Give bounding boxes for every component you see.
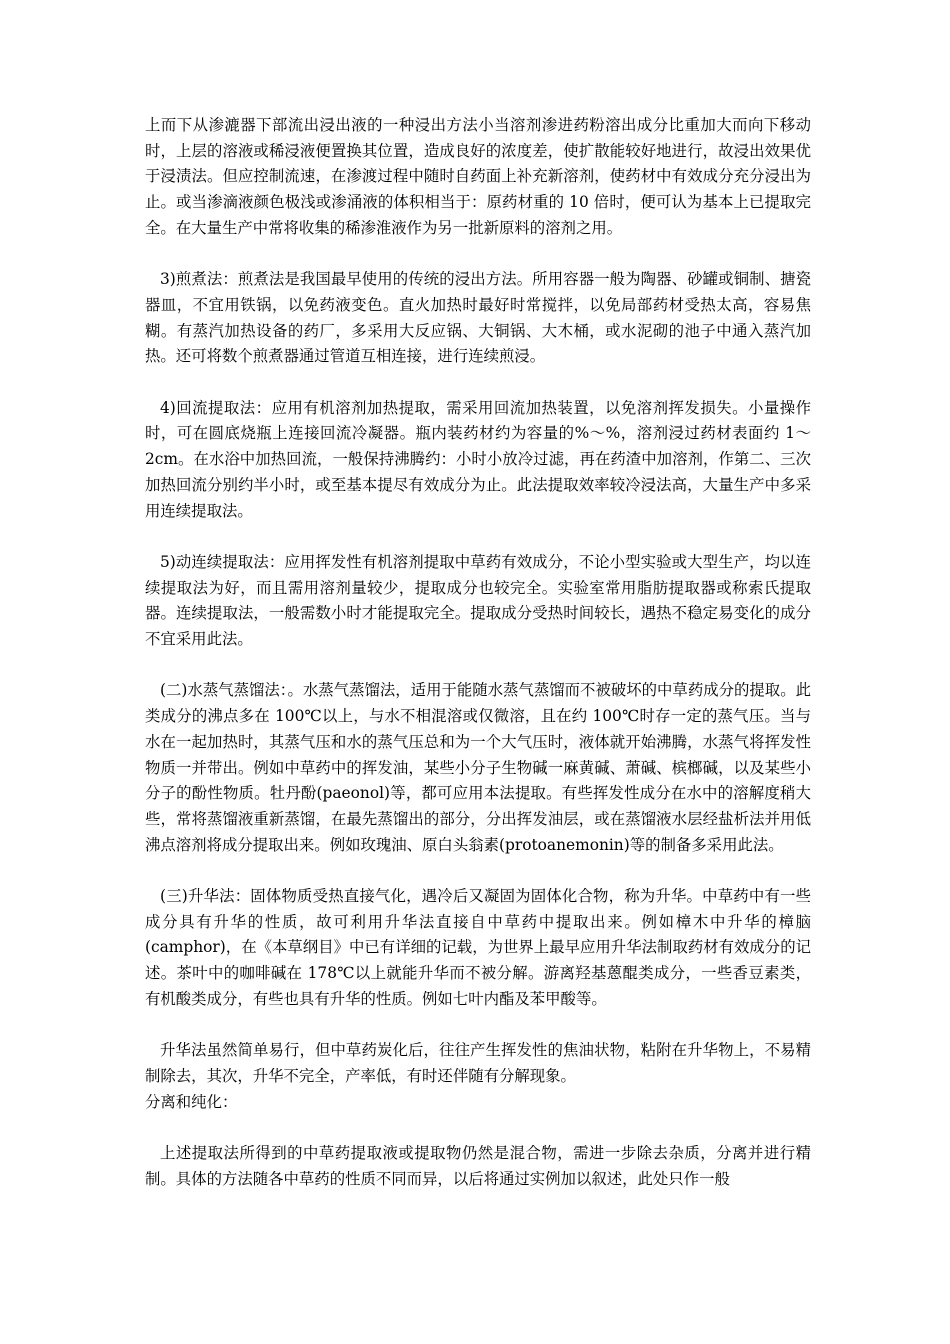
paragraph-sublimation: (三)升华法：固体物质受热直接气化，遇冷后又凝固为固体化合物，称为升华。中草药中有一些成分具有升华的性质，故可利用升华法直接自中草药中提取出来。例如樟木中升华的樟脑(camphor)，在《本草纲目》中已有详细的记载，为世界上最早应用升华法制取药材有效成分的记述。茶叶中的咖啡碱在 178℃以上就能升华而不被分解。游离羟基蒽醌类成分，一些香豆素类，有机酸类成分，有些也具有升华的性质。例如七叶内酯及苯甲酸等。: [145, 887, 811, 1008]
paragraph-steam-distillation: (二)水蒸气蒸馏法：。水蒸气蒸馏法，适用于能随水蒸气蒸馏而不被破坏的中草药成分的提取。此类成分的沸点多在 100℃以上，与水不相混溶或仅微溶，且在约 100℃时存一定的蒸气压。当与水在一起加热时，其蒸气压和水的蒸气压总和为一个大气压时，液体就开始沸腾，水蒸气将挥发性物质一并带出。例如中草药中的挥发油，某些小分子生物碱一麻黄碱、萧碱、槟榔碱，以及某些小分子的酚性物质。牡丹酚(paeonol)等，都可应用本法提取。有些挥发性成分在水中的溶解度稍大些，常将蒸馏液重新蒸馏，在最先蒸馏出的部分，分出挥发油层，或在蒸馏液水层经盐析法并用低沸点溶剂将成分提取出来。例如玫瑰油、原白头翁素(protoanemonin)等的制备多采用此法。: [145, 681, 811, 854]
paragraph-percolation: 上而下从渗漉器下部流出浸出液的一种浸出方法小当溶剂渗进药粉溶出成分比重加大而向下移动时，上层的溶液或稀浸液便置换其位置，造成良好的浓度差，使扩散能较好地进行，故浸出效果优于浸渍法。但应控制流速，在渗渡过程中随时自药面上补充新溶剂，使药材中有效成分充分浸出为止。或当渗滴液颜色极浅或渗涌液的体积相当于：原药材重的 10 倍时，便可认为基本上已提取完全。在大量生产中常将收集的稀渗淮液作为另一批新原料的溶剂之用。: [145, 116, 811, 237]
document-page: [145, 113, 811, 1192]
paragraph-spacer: [145, 1115, 811, 1141]
paragraph-spacer: [145, 858, 811, 884]
paragraph-spacer: [145, 653, 811, 679]
paragraph-decoction: 3)煎煮法：煎煮法是我国最早使用的传统的浸出方法。所用容器一般为陶器、砂罐或铜制、搪瓷器皿，不宜用铁锅，以免药液变色。直火加热时最好时常搅拌，以免局部药材受热太高，容易焦糊。有蒸汽加热设备的药厂，多采用大反应锅、大铜锅、大木桶，或水泥砌的池子中通入蒸汽加热。还可将数个煎煮器通过管道互相连接，进行连续煎浸。: [145, 270, 811, 366]
paragraph-reflux-extraction: 4)回流提取法：应用有机溶剂加热提取，需采用回流加热装置，以免溶剂挥发损失。小量操作时，可在圆底烧瓶上连接回流冷凝器。瓶内装药材约为容量的%～%，溶剂浸过药材表面约 1～2cm。在水浴中加热回流，一般保持沸腾约：小时小放冷过滤，再在药渣中加溶剂，作第二、三次加热回流分别约半小时，或至基本提尽有效成分为止。此法提取效率较冷浸法高，大量生产中多采用连续提取法。: [145, 398, 811, 520]
section-heading-separation: 分离和纯化：: [145, 1092, 238, 1111]
paragraph-sublimation-drawback: 升华法虽然简单易行，但中草药炭化后，往往产生挥发性的焦油状物，粘附在升华物上，不易精制除去，其次，升华不完全，产率低，有时还伴随有分解现象。: [145, 1041, 811, 1085]
paragraph-spacer: [145, 370, 811, 396]
paragraph-separation-purification: 上述提取法所得到的中草药提取液或提取物仍然是混合物，需进一步除去杂质，分离并进行精制。具体的方法随各中草药的性质不同而异，以后将通过实例加以叙述，此处只作一般: [145, 1144, 811, 1188]
paragraph-spacer: [145, 242, 811, 268]
paragraph-continuous-extraction: 5)动连续提取法：应用挥发性有机溶剂提取中草药有效成分，不论小型实验或大型生产，均以连续提取法为好，而且需用溶剂量较少，提取成分也较完全。实验室常用脂肪提取器或称索氏提取器。连续提取法，一般需数小时才能提取完全。提取成分受热时间较长，遇热不稳定易变化的成分不宜采用此法。: [145, 552, 811, 649]
paragraph-spacer: [145, 524, 811, 550]
paragraph-spacer: [145, 1013, 811, 1039]
